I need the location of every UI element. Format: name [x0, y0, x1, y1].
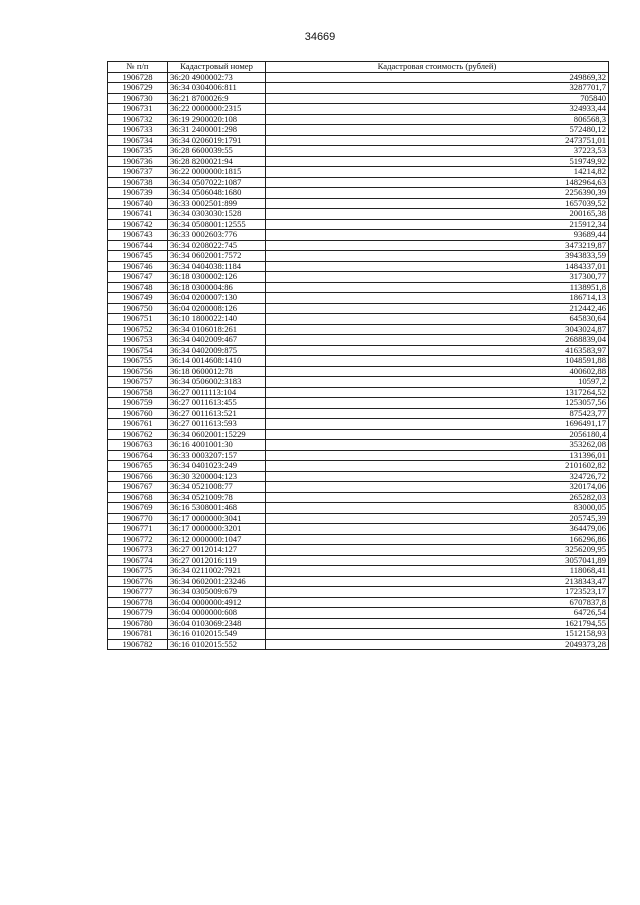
table-row: [108, 366, 609, 377]
row-index: 1906730: [108, 93, 168, 104]
cadastral-value: 1048591,88: [266, 356, 609, 367]
table-row: [108, 440, 609, 451]
cadastral-value: 4163583,97: [266, 345, 609, 356]
row-index: 1906759: [108, 398, 168, 409]
cadastral-number: 36:20 4900002:73: [168, 72, 266, 83]
cadastral-value: 118068,41: [266, 566, 609, 577]
table-row: [108, 503, 609, 514]
row-index: 1906774: [108, 555, 168, 566]
table-row: [108, 209, 609, 220]
row-index: 1906742: [108, 219, 168, 230]
cadastral-number: 36:16 5308001:468: [168, 503, 266, 514]
cadastral-number: 36:33 0002603:776: [168, 230, 266, 241]
cadastral-number: 36:17 0000000:3041: [168, 513, 266, 524]
cadastral-value: 37223,53: [266, 146, 609, 157]
cadastral-value: 93689,44: [266, 230, 609, 241]
cadastral-value: 2101602,82: [266, 461, 609, 472]
cadastral-number: 36:34 0521009:78: [168, 492, 266, 503]
table-row: [108, 492, 609, 503]
table-row: [108, 629, 609, 640]
row-index: 1906780: [108, 618, 168, 629]
table-row: [108, 324, 609, 335]
table-row: [108, 167, 609, 178]
cadastral-number: 36:27 0012016:119: [168, 555, 266, 566]
row-index: 1906738: [108, 177, 168, 188]
row-index: 1906767: [108, 482, 168, 493]
cadastral-number: 36:04 0103069:2348: [168, 618, 266, 629]
cadastral-number: 36:22 0000000:2315: [168, 104, 266, 115]
cadastral-number: 36:34 0404038:1184: [168, 261, 266, 272]
row-index: 1906735: [108, 146, 168, 157]
row-index: 1906760: [108, 408, 168, 419]
cadastral-number: 36:10 1800022:140: [168, 314, 266, 325]
cadastral-number: 36:04 0200008:126: [168, 303, 266, 314]
cadastral-value: 353262,08: [266, 440, 609, 451]
cadastral-value: 875423,77: [266, 408, 609, 419]
cadastral-value: 1482964,63: [266, 177, 609, 188]
table-row: [108, 146, 609, 157]
row-index: 1906734: [108, 135, 168, 146]
cadastral-number: 36:34 0506002:3183: [168, 377, 266, 388]
cadastral-value: 3057041,89: [266, 555, 609, 566]
cadastral-number: 36:18 0600012:78: [168, 366, 266, 377]
row-index: 1906754: [108, 345, 168, 356]
table-row: [108, 555, 609, 566]
cadastral-number: 36:12 0000000:1047: [168, 534, 266, 545]
table-row: [108, 597, 609, 608]
row-index: 1906749: [108, 293, 168, 304]
row-index: 1906744: [108, 240, 168, 251]
table-row: [108, 303, 609, 314]
cadastral-number: 36:34 0304006:811: [168, 83, 266, 94]
row-index: 1906729: [108, 83, 168, 94]
table-row: [108, 125, 609, 136]
cadastral-value: 215912,34: [266, 219, 609, 230]
cadastral-number: 36:16 0102015:549: [168, 629, 266, 640]
cadastral-number: 36:04 0200007:130: [168, 293, 266, 304]
cadastral-number: 36:28 8200021:94: [168, 156, 266, 167]
table-row: [108, 219, 609, 230]
table-row: [108, 177, 609, 188]
cadastral-number: 36:04 0000000:4912: [168, 597, 266, 608]
cadastral-number: 36:34 0211002:7921: [168, 566, 266, 577]
table-row: [108, 230, 609, 241]
table-row: [108, 282, 609, 293]
cadastral-value: 2138343,47: [266, 576, 609, 587]
cadastral-value: 249869,32: [266, 72, 609, 83]
row-index: 1906772: [108, 534, 168, 545]
row-index: 1906739: [108, 188, 168, 199]
cadastral-number: 36:27 0011613:455: [168, 398, 266, 409]
table-row: [108, 419, 609, 430]
table-row: [108, 576, 609, 587]
cadastral-value: 3473219,87: [266, 240, 609, 251]
cadastral-value: 265282,03: [266, 492, 609, 503]
cadastral-value: 1621794,55: [266, 618, 609, 629]
table-row: [108, 314, 609, 325]
cadastral-number: 36:17 0000000:3201: [168, 524, 266, 535]
table-row: [108, 461, 609, 472]
cadastral-number: 36:27 0012014:127: [168, 545, 266, 556]
table-row: [108, 114, 609, 125]
row-index: 1906766: [108, 471, 168, 482]
cadastral-value: 2049373,28: [266, 639, 609, 650]
cadastral-value: 205745,39: [266, 513, 609, 524]
cadastral-number: 36:18 0300002:126: [168, 272, 266, 283]
row-index: 1906758: [108, 387, 168, 398]
cadastral-value: 186714,13: [266, 293, 609, 304]
row-index: 1906775: [108, 566, 168, 577]
cadastral-number: 36:34 0305009:679: [168, 587, 266, 598]
table-row: [108, 639, 609, 650]
table-row: [108, 240, 609, 251]
row-index: 1906748: [108, 282, 168, 293]
row-index: 1906764: [108, 450, 168, 461]
row-index: 1906747: [108, 272, 168, 283]
table-row: [108, 83, 609, 94]
cadastral-value: 1253057,56: [266, 398, 609, 409]
table-row: [108, 345, 609, 356]
table-row: [108, 618, 609, 629]
cadastral-value: 14214,82: [266, 167, 609, 178]
cadastral-number: 36:34 0106018:261: [168, 324, 266, 335]
table-row: [108, 524, 609, 535]
cadastral-value: 83000,05: [266, 503, 609, 514]
row-index: 1906763: [108, 440, 168, 451]
cadastral-number: 36:30 3200004:123: [168, 471, 266, 482]
row-index: 1906755: [108, 356, 168, 367]
table-row: [108, 335, 609, 346]
cadastral-number: 36:27 0011113:104: [168, 387, 266, 398]
cadastral-value: 1138951,8: [266, 282, 609, 293]
table-row: [108, 261, 609, 272]
cadastral-number: 36:34 0521008:77: [168, 482, 266, 493]
cadastral-value: 166296,86: [266, 534, 609, 545]
table-row: [108, 156, 609, 167]
row-index: 1906750: [108, 303, 168, 314]
cadastral-number: 36:31 2400001:298: [168, 125, 266, 136]
row-index: 1906743: [108, 230, 168, 241]
row-index: 1906737: [108, 167, 168, 178]
page-number: 34669: [304, 31, 336, 43]
table-row: [108, 251, 609, 262]
row-index: 1906731: [108, 104, 168, 115]
cadastral-value: 519749,92: [266, 156, 609, 167]
cadastral-value: 200165,38: [266, 209, 609, 220]
row-index: 1906732: [108, 114, 168, 125]
cadastral-value: 2056180,4: [266, 429, 609, 440]
table-row: [108, 377, 609, 388]
cadastral-number: 36:21 8700026:9: [168, 93, 266, 104]
row-index: 1906753: [108, 335, 168, 346]
row-index: 1906765: [108, 461, 168, 472]
cadastral-number: 36:16 0102015:552: [168, 639, 266, 650]
cadastral-value: 2256390,39: [266, 188, 609, 199]
row-index: 1906770: [108, 513, 168, 524]
cadastral-value: 317300,77: [266, 272, 609, 283]
cadastral-value: 10597,2: [266, 377, 609, 388]
table-row: [108, 104, 609, 115]
table-row: [108, 482, 609, 493]
table-row: [108, 293, 609, 304]
cadastral-value: 131396,01: [266, 450, 609, 461]
cadastral-number: 36:34 0506048:1680: [168, 188, 266, 199]
table-row: [108, 566, 609, 577]
row-index: 1906733: [108, 125, 168, 136]
table-row: [108, 387, 609, 398]
row-index: 1906740: [108, 198, 168, 209]
row-index: 1906757: [108, 377, 168, 388]
cadastral-value: 212442,46: [266, 303, 609, 314]
cadastral-value: 320174,06: [266, 482, 609, 493]
table-row: [108, 356, 609, 367]
cadastral-table: [107, 61, 609, 650]
cadastral-value: 3256209,95: [266, 545, 609, 556]
row-index: 1906762: [108, 429, 168, 440]
row-index: 1906728: [108, 72, 168, 83]
header-cadastral-number: Кадастровый номер: [168, 62, 266, 73]
cadastral-number: 36:14 0014608:1410: [168, 356, 266, 367]
cadastral-number: 36:27 0011613:521: [168, 408, 266, 419]
row-index: 1906745: [108, 251, 168, 262]
row-index: 1906741: [108, 209, 168, 220]
cadastral-number: 36:34 0402009:875: [168, 345, 266, 356]
cadastral-value: 400602,88: [266, 366, 609, 377]
row-index: 1906779: [108, 608, 168, 619]
table-row: [108, 587, 609, 598]
cadastral-value: 806568,3: [266, 114, 609, 125]
row-index: 1906782: [108, 639, 168, 650]
table-row: [108, 450, 609, 461]
cadastral-value: 705840: [266, 93, 609, 104]
row-index: 1906736: [108, 156, 168, 167]
cadastral-value: 3287701,7: [266, 83, 609, 94]
cadastral-value: 645830,64: [266, 314, 609, 325]
table-row: [108, 198, 609, 209]
cadastral-number: 36:34 0401023:249: [168, 461, 266, 472]
cadastral-value: 3043024,87: [266, 324, 609, 335]
row-index: 1906769: [108, 503, 168, 514]
table-row: [108, 471, 609, 482]
cadastral-number: 36:34 0208022:745: [168, 240, 266, 251]
cadastral-number: 36:34 0602001:7572: [168, 251, 266, 262]
row-index: 1906756: [108, 366, 168, 377]
cadastral-value: 64726,54: [266, 608, 609, 619]
header-cadastral-value: Кадастровая стоимость (рублей): [266, 62, 609, 73]
table-body: [108, 72, 609, 650]
table-row: [108, 135, 609, 146]
row-index: 1906777: [108, 587, 168, 598]
table-row: [108, 608, 609, 619]
cadastral-number: 36:34 0508001:12555: [168, 219, 266, 230]
cadastral-number: 36:22 0000000:1815: [168, 167, 266, 178]
table-row: [108, 272, 609, 283]
row-index: 1906781: [108, 629, 168, 640]
cadastral-number: 36:33 0002501:899: [168, 198, 266, 209]
row-index: 1906752: [108, 324, 168, 335]
table-row: [108, 534, 609, 545]
table-row: [108, 93, 609, 104]
cadastral-value: 6707837,8: [266, 597, 609, 608]
cadastral-number: 36:34 0507022:1087: [168, 177, 266, 188]
cadastral-value: 2688839,04: [266, 335, 609, 346]
cadastral-value: 572480,12: [266, 125, 609, 136]
row-index: 1906768: [108, 492, 168, 503]
row-index: 1906751: [108, 314, 168, 325]
header-index: № п/п: [108, 62, 168, 73]
cadastral-value: 1657039,52: [266, 198, 609, 209]
cadastral-value: 364479,06: [266, 524, 609, 535]
table-header-row: [108, 62, 609, 73]
cadastral-number: 36:16 4001001:30: [168, 440, 266, 451]
table-row: [108, 408, 609, 419]
cadastral-number: 36:33 0003207:157: [168, 450, 266, 461]
cadastral-value: 1484337,01: [266, 261, 609, 272]
row-index: 1906776: [108, 576, 168, 587]
cadastral-value: 3943833,59: [266, 251, 609, 262]
row-index: 1906773: [108, 545, 168, 556]
cadastral-number: 36:34 0206019:1791: [168, 135, 266, 146]
cadastral-value: 324726,72: [266, 471, 609, 482]
cadastral-value: 2473751,01: [266, 135, 609, 146]
cadastral-number: 36:34 0303030:1528: [168, 209, 266, 220]
row-index: 1906771: [108, 524, 168, 535]
table-row: [108, 429, 609, 440]
cadastral-number: 36:34 0602001:23246: [168, 576, 266, 587]
cadastral-value: 1723523,17: [266, 587, 609, 598]
cadastral-value: 324933,44: [266, 104, 609, 115]
cadastral-number: 36:18 0300004:86: [168, 282, 266, 293]
cadastral-number: 36:27 0011613:593: [168, 419, 266, 430]
cadastral-value: 1512158,93: [266, 629, 609, 640]
row-index: 1906746: [108, 261, 168, 272]
cadastral-number: 36:28 6600039:55: [168, 146, 266, 157]
row-index: 1906778: [108, 597, 168, 608]
table-row: [108, 398, 609, 409]
cadastral-number: 36:34 0602001:15229: [168, 429, 266, 440]
cadastral-value: 1696491,17: [266, 419, 609, 430]
table-row: [108, 72, 609, 83]
cadastral-number: 36:04 0000000:608: [168, 608, 266, 619]
row-index: 1906761: [108, 419, 168, 430]
table-row: [108, 513, 609, 524]
cadastral-number: 36:34 0402009:467: [168, 335, 266, 346]
table-row: [108, 545, 609, 556]
cadastral-number: 36:19 2900020:108: [168, 114, 266, 125]
table-row: [108, 188, 609, 199]
cadastral-value: 1317264,52: [266, 387, 609, 398]
